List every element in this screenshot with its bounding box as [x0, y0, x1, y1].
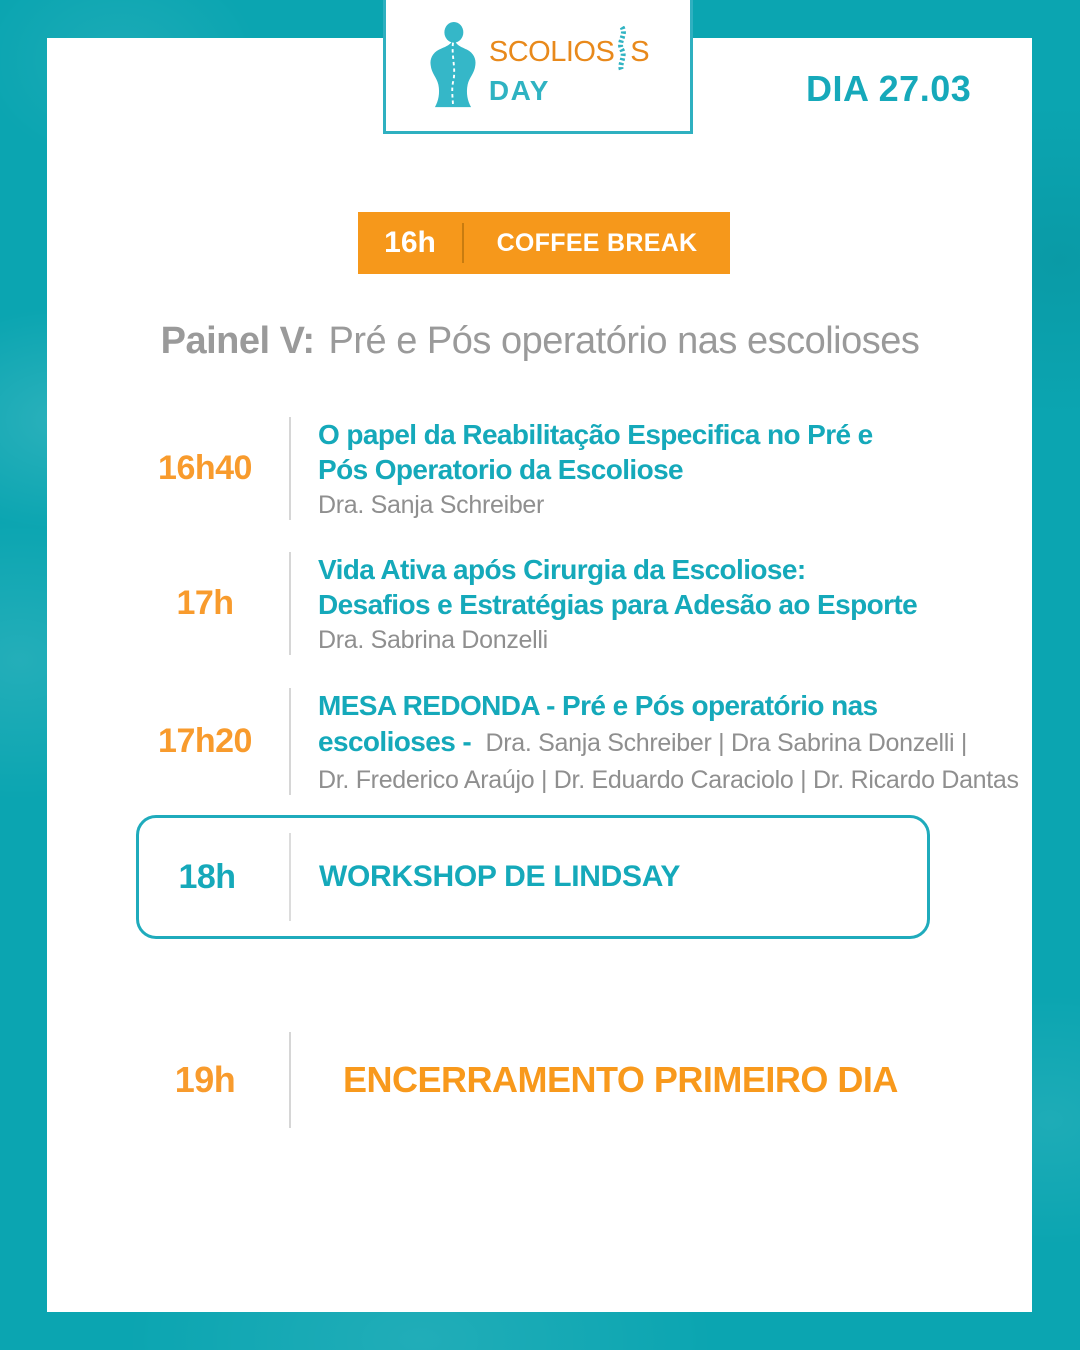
closing-row	[135, 1032, 898, 1128]
session-speaker: Dra. Sabrina Donzelli	[318, 626, 548, 654]
schedule-row	[135, 417, 873, 520]
session-speakers-line: Dr. Frederico Araújo | Dr. Eduardo Caraciolo | Dr. Ricardo Dantas	[318, 766, 1019, 794]
panel-heading	[0, 320, 1080, 363]
panel-heading-title: Pré e Pós operatório nas escolioses	[328, 320, 920, 362]
session-time: 16h40	[158, 449, 252, 487]
logo-word-suffix: S	[630, 36, 650, 68]
session-title-inline: escolioses -	[318, 726, 472, 757]
session-speakers-inline: Dra. Sanja Schreiber | Dra Sabrina Donzelli |	[485, 729, 968, 757]
workshop-title: WORKSHOP DE LINDSAY	[319, 860, 681, 893]
logo-word	[489, 26, 649, 78]
session-content	[291, 552, 917, 655]
scoliosis-figure-icon	[427, 22, 479, 113]
session-time: 17h	[176, 584, 234, 622]
session-time: 17h20	[158, 722, 252, 760]
session-content	[291, 688, 1019, 795]
logo-box	[383, 0, 693, 134]
date-label: DIA 27.03	[806, 68, 972, 109]
session-speaker: Dra. Sanja Schreiber	[318, 491, 545, 519]
schedule-row	[135, 688, 1019, 795]
closing-time: 19h	[174, 1059, 236, 1100]
workshop-box	[136, 815, 930, 939]
session-title-line: MESA REDONDA - Pré e Pós operatório nas	[318, 690, 878, 721]
session-title-line	[318, 723, 1019, 762]
schedule-row	[135, 552, 917, 655]
logo-text	[489, 26, 649, 105]
session-title-line: Desafios e Estratégias para Adesão ao Esporte	[318, 589, 918, 620]
workshop-time: 18h	[178, 857, 236, 896]
coffee-break-time: 16h	[384, 226, 436, 259]
session-content	[291, 417, 873, 520]
session-title-line: Pós Operatorio da Escoliose	[318, 454, 684, 485]
coffee-break-banner	[358, 212, 730, 274]
logo-day-label: DAY	[488, 75, 550, 106]
session-title-line: O papel da Reabilitação Especifica no Pré e	[318, 419, 873, 450]
session-title-line: Vida Ativa após Cirurgia da Escoliose:	[318, 554, 806, 585]
closing-title: ENCERRAMENTO PRIMEIRO DIA	[343, 1059, 898, 1100]
panel-heading-prefix: Painel V:	[160, 320, 315, 362]
coffee-break-label: COFFEE BREAK	[496, 228, 698, 257]
logo-word-prefix: SCOLIOS	[488, 36, 615, 68]
spine-icon	[615, 26, 629, 78]
